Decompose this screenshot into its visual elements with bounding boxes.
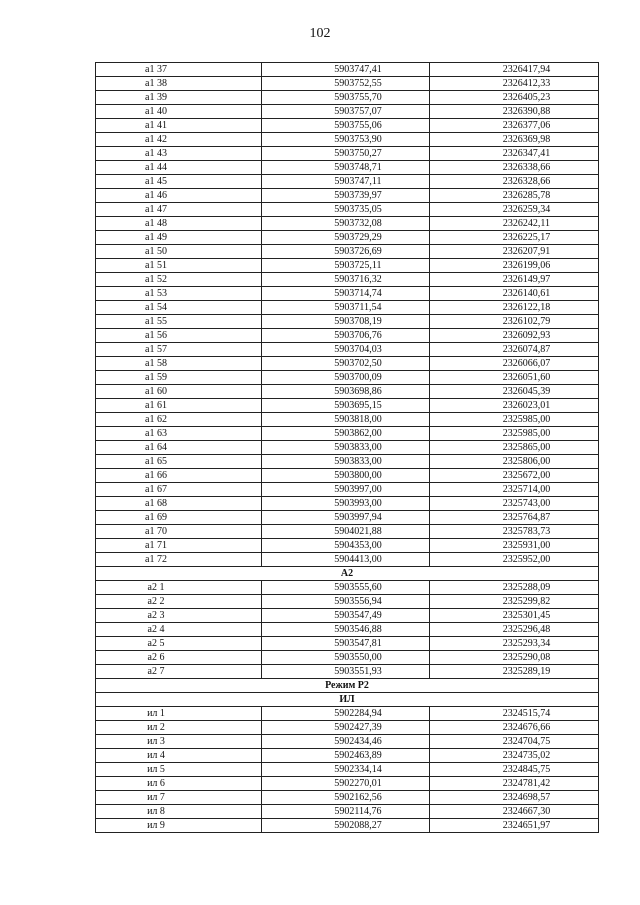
table-row <box>96 259 599 273</box>
y-coordinate-cell: 2326199,06 <box>430 259 599 273</box>
x-coordinate-cell: 5903752,55 <box>262 77 430 91</box>
table-row <box>96 483 599 497</box>
point-id-cell: а1 48 <box>96 217 262 231</box>
table-row <box>96 371 599 385</box>
x-coordinate-cell: 5902427,39 <box>262 721 430 735</box>
point-id-cell: а1 54 <box>96 301 262 315</box>
point-id-cell: а1 49 <box>96 231 262 245</box>
table-row <box>96 329 599 343</box>
x-coordinate-cell: 5903704,03 <box>262 343 430 357</box>
page-number: 102 <box>309 26 331 41</box>
y-coordinate-cell: 2326140,61 <box>430 287 599 301</box>
y-coordinate-cell: 2326225,17 <box>430 231 599 245</box>
table-row <box>96 539 599 553</box>
point-id-cell: а1 66 <box>96 469 262 483</box>
section-title: А2 <box>96 567 599 581</box>
x-coordinate-cell: 5903748,71 <box>262 161 430 175</box>
point-id-cell: ил 4 <box>96 749 262 763</box>
y-coordinate-cell: 2325806,00 <box>430 455 599 469</box>
y-coordinate-cell: 2325293,34 <box>430 637 599 651</box>
point-id-cell: а1 63 <box>96 427 262 441</box>
point-id-cell: а1 50 <box>96 245 262 259</box>
x-coordinate-cell: 5903862,00 <box>262 427 430 441</box>
point-id-cell: а2 5 <box>96 637 262 651</box>
y-coordinate-cell: 2325985,00 <box>430 427 599 441</box>
point-id-cell: а1 64 <box>96 441 262 455</box>
y-coordinate-cell: 2324845,75 <box>430 763 599 777</box>
table-row <box>96 91 599 105</box>
y-coordinate-cell: 2326207,91 <box>430 245 599 259</box>
table-row <box>96 413 599 427</box>
table-row <box>96 735 599 749</box>
point-id-cell: а1 55 <box>96 315 262 329</box>
table-row <box>96 273 599 287</box>
section-header-row <box>96 679 599 693</box>
point-id-cell: а1 51 <box>96 259 262 273</box>
y-coordinate-cell: 2326369,98 <box>430 133 599 147</box>
x-coordinate-cell: 5902088,27 <box>262 819 430 833</box>
point-id-cell: а1 44 <box>96 161 262 175</box>
point-id-cell: а2 6 <box>96 651 262 665</box>
x-coordinate-cell: 5903547,49 <box>262 609 430 623</box>
table-row <box>96 231 599 245</box>
y-coordinate-cell: 2325290,08 <box>430 651 599 665</box>
x-coordinate-cell: 5903551,93 <box>262 665 430 679</box>
point-id-cell: а1 40 <box>96 105 262 119</box>
x-coordinate-cell: 5903716,32 <box>262 273 430 287</box>
x-coordinate-cell: 5902334,14 <box>262 763 430 777</box>
y-coordinate-cell: 2325672,00 <box>430 469 599 483</box>
x-coordinate-cell: 5902162,56 <box>262 791 430 805</box>
point-id-cell: ил 1 <box>96 707 262 721</box>
y-coordinate-cell: 2326242,11 <box>430 217 599 231</box>
point-id-cell: а2 3 <box>96 609 262 623</box>
table-row <box>96 105 599 119</box>
y-coordinate-cell: 2325301,45 <box>430 609 599 623</box>
y-coordinate-cell: 2325865,00 <box>430 441 599 455</box>
point-id-cell: а1 67 <box>96 483 262 497</box>
table-row <box>96 511 599 525</box>
point-id-cell: ил 7 <box>96 791 262 805</box>
x-coordinate-cell: 5903555,60 <box>262 581 430 595</box>
table-row <box>96 455 599 469</box>
table-row <box>96 721 599 735</box>
y-coordinate-cell: 2324735,02 <box>430 749 599 763</box>
table-row <box>96 217 599 231</box>
y-coordinate-cell: 2325985,00 <box>430 413 599 427</box>
point-id-cell: а2 7 <box>96 665 262 679</box>
section-header-row <box>96 567 599 581</box>
table-row <box>96 777 599 791</box>
point-id-cell: ил 5 <box>96 763 262 777</box>
point-id-cell: а1 38 <box>96 77 262 91</box>
x-coordinate-cell: 5903550,00 <box>262 651 430 665</box>
table-row <box>96 133 599 147</box>
y-coordinate-cell: 2326074,87 <box>430 343 599 357</box>
table-row <box>96 609 599 623</box>
x-coordinate-cell: 5903755,70 <box>262 91 430 105</box>
table-row <box>96 399 599 413</box>
point-id-cell: а1 53 <box>96 287 262 301</box>
table-row <box>96 469 599 483</box>
point-id-cell: а1 39 <box>96 91 262 105</box>
y-coordinate-cell: 2326023,01 <box>430 399 599 413</box>
x-coordinate-cell: 5904021,88 <box>262 525 430 539</box>
x-coordinate-cell: 5903725,11 <box>262 259 430 273</box>
point-id-cell: а1 60 <box>96 385 262 399</box>
table-row <box>96 287 599 301</box>
x-coordinate-cell: 5903997,00 <box>262 483 430 497</box>
y-coordinate-cell: 2325289,19 <box>430 665 599 679</box>
x-coordinate-cell: 5902114,76 <box>262 805 430 819</box>
point-id-cell: а1 69 <box>96 511 262 525</box>
y-coordinate-cell: 2324515,74 <box>430 707 599 721</box>
x-coordinate-cell: 5904353,00 <box>262 539 430 553</box>
point-id-cell: а1 62 <box>96 413 262 427</box>
section-header-row <box>96 693 599 707</box>
table-row <box>96 147 599 161</box>
x-coordinate-cell: 5903706,76 <box>262 329 430 343</box>
x-coordinate-cell: 5903757,07 <box>262 105 430 119</box>
x-coordinate-cell: 5903711,54 <box>262 301 430 315</box>
x-coordinate-cell: 5903800,00 <box>262 469 430 483</box>
table-row <box>96 343 599 357</box>
table-row <box>96 77 599 91</box>
y-coordinate-cell: 2326045,39 <box>430 385 599 399</box>
y-coordinate-cell: 2326285,78 <box>430 189 599 203</box>
y-coordinate-cell: 2324704,75 <box>430 735 599 749</box>
x-coordinate-cell: 5903732,08 <box>262 217 430 231</box>
y-coordinate-cell: 2326338,66 <box>430 161 599 175</box>
y-coordinate-cell: 2324667,30 <box>430 805 599 819</box>
y-coordinate-cell: 2326328,66 <box>430 175 599 189</box>
table-row <box>96 301 599 315</box>
point-id-cell: а1 46 <box>96 189 262 203</box>
table-row <box>96 595 599 609</box>
table-row <box>96 175 599 189</box>
x-coordinate-cell: 5902284,94 <box>262 707 430 721</box>
table-row <box>96 357 599 371</box>
point-id-cell: а1 41 <box>96 119 262 133</box>
x-coordinate-cell: 5903556,94 <box>262 595 430 609</box>
x-coordinate-cell: 5903747,41 <box>262 63 430 77</box>
point-id-cell: а2 1 <box>96 581 262 595</box>
y-coordinate-cell: 2326259,34 <box>430 203 599 217</box>
point-id-cell: а1 47 <box>96 203 262 217</box>
table-row <box>96 245 599 259</box>
x-coordinate-cell: 5903695,15 <box>262 399 430 413</box>
table-row <box>96 119 599 133</box>
point-id-cell: а1 37 <box>96 63 262 77</box>
table-body <box>96 63 599 833</box>
table-row <box>96 315 599 329</box>
point-id-cell: а1 56 <box>96 329 262 343</box>
table-row <box>96 203 599 217</box>
point-id-cell: а1 61 <box>96 399 262 413</box>
section-title: ИЛ <box>96 693 599 707</box>
y-coordinate-cell: 2325952,00 <box>430 553 599 567</box>
y-coordinate-cell: 2326092,93 <box>430 329 599 343</box>
y-coordinate-cell: 2326417,94 <box>430 63 599 77</box>
x-coordinate-cell: 5903700,09 <box>262 371 430 385</box>
point-id-cell: ил 9 <box>96 819 262 833</box>
table-row <box>96 63 599 77</box>
y-coordinate-cell: 2325743,00 <box>430 497 599 511</box>
table-row <box>96 791 599 805</box>
point-id-cell: а1 59 <box>96 371 262 385</box>
table-row <box>96 749 599 763</box>
point-id-cell: а2 4 <box>96 623 262 637</box>
x-coordinate-cell: 5902434,46 <box>262 735 430 749</box>
table-row <box>96 623 599 637</box>
x-coordinate-cell: 5903547,81 <box>262 637 430 651</box>
y-coordinate-cell: 2326377,06 <box>430 119 599 133</box>
table-row <box>96 819 599 833</box>
x-coordinate-cell: 5903546,88 <box>262 623 430 637</box>
y-coordinate-cell: 2325299,82 <box>430 595 599 609</box>
coordinates-table <box>95 62 599 833</box>
point-id-cell: ил 2 <box>96 721 262 735</box>
table-row <box>96 525 599 539</box>
table-row <box>96 441 599 455</box>
table-row <box>96 763 599 777</box>
y-coordinate-cell: 2324698,57 <box>430 791 599 805</box>
x-coordinate-cell: 5903755,06 <box>262 119 430 133</box>
table-row <box>96 427 599 441</box>
x-coordinate-cell: 5903702,50 <box>262 357 430 371</box>
table-row <box>96 805 599 819</box>
y-coordinate-cell: 2325931,00 <box>430 539 599 553</box>
x-coordinate-cell: 5903729,29 <box>262 231 430 245</box>
x-coordinate-cell: 5903708,19 <box>262 315 430 329</box>
table-row <box>96 707 599 721</box>
y-coordinate-cell: 2325296,48 <box>430 623 599 637</box>
table-row <box>96 637 599 651</box>
x-coordinate-cell: 5903735,05 <box>262 203 430 217</box>
point-id-cell: а1 72 <box>96 553 262 567</box>
y-coordinate-cell: 2325783,73 <box>430 525 599 539</box>
section-title: Режим Р2 <box>96 679 599 693</box>
table-row <box>96 161 599 175</box>
point-id-cell: а1 70 <box>96 525 262 539</box>
table-row <box>96 497 599 511</box>
y-coordinate-cell: 2326051,60 <box>430 371 599 385</box>
y-coordinate-cell: 2326102,79 <box>430 315 599 329</box>
x-coordinate-cell: 5903997,94 <box>262 511 430 525</box>
x-coordinate-cell: 5903726,69 <box>262 245 430 259</box>
point-id-cell: а1 68 <box>96 497 262 511</box>
point-id-cell: ил 3 <box>96 735 262 749</box>
x-coordinate-cell: 5903993,00 <box>262 497 430 511</box>
y-coordinate-cell: 2324651,97 <box>430 819 599 833</box>
table-row <box>96 553 599 567</box>
point-id-cell: а1 52 <box>96 273 262 287</box>
point-id-cell: ил 8 <box>96 805 262 819</box>
y-coordinate-cell: 2325288,09 <box>430 581 599 595</box>
x-coordinate-cell: 5903739,97 <box>262 189 430 203</box>
x-coordinate-cell: 5903833,00 <box>262 441 430 455</box>
table-row <box>96 385 599 399</box>
point-id-cell: а1 71 <box>96 539 262 553</box>
y-coordinate-cell: 2326405,23 <box>430 91 599 105</box>
point-id-cell: а1 57 <box>96 343 262 357</box>
y-coordinate-cell: 2325764,87 <box>430 511 599 525</box>
x-coordinate-cell: 5902463,89 <box>262 749 430 763</box>
x-coordinate-cell: 5903747,11 <box>262 175 430 189</box>
point-id-cell: а1 42 <box>96 133 262 147</box>
point-id-cell: а1 45 <box>96 175 262 189</box>
y-coordinate-cell: 2325714,00 <box>430 483 599 497</box>
table-row <box>96 189 599 203</box>
y-coordinate-cell: 2326390,88 <box>430 105 599 119</box>
y-coordinate-cell: 2324676,66 <box>430 721 599 735</box>
table-row <box>96 651 599 665</box>
point-id-cell: а2 2 <box>96 595 262 609</box>
table-row <box>96 665 599 679</box>
y-coordinate-cell: 2326347,41 <box>430 147 599 161</box>
point-id-cell: а1 43 <box>96 147 262 161</box>
x-coordinate-cell: 5902270,01 <box>262 777 430 791</box>
table-row <box>96 581 599 595</box>
x-coordinate-cell: 5903714,74 <box>262 287 430 301</box>
y-coordinate-cell: 2326066,07 <box>430 357 599 371</box>
point-id-cell: а1 58 <box>96 357 262 371</box>
point-id-cell: а1 65 <box>96 455 262 469</box>
y-coordinate-cell: 2326149,97 <box>430 273 599 287</box>
x-coordinate-cell: 5904413,00 <box>262 553 430 567</box>
x-coordinate-cell: 5903753,90 <box>262 133 430 147</box>
x-coordinate-cell: 5903750,27 <box>262 147 430 161</box>
y-coordinate-cell: 2326122,18 <box>430 301 599 315</box>
x-coordinate-cell: 5903698,86 <box>262 385 430 399</box>
point-id-cell: ил 6 <box>96 777 262 791</box>
y-coordinate-cell: 2326412,33 <box>430 77 599 91</box>
x-coordinate-cell: 5903818,00 <box>262 413 430 427</box>
x-coordinate-cell: 5903833,00 <box>262 455 430 469</box>
y-coordinate-cell: 2324781,42 <box>430 777 599 791</box>
